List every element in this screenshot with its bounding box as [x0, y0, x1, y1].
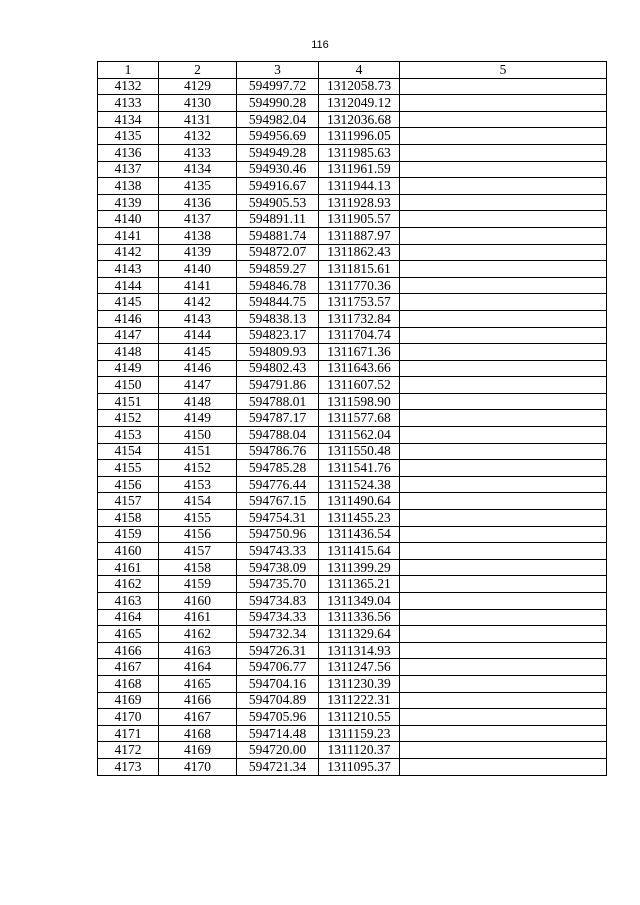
table-cell-col-3: 594787.17: [237, 410, 319, 427]
table-cell-col-3: 594720.00: [237, 742, 319, 759]
table-cell-col-3: 594990.28: [237, 95, 319, 112]
table-cell-col-3: 594735.70: [237, 576, 319, 593]
table-cell-col-3: 594905.53: [237, 194, 319, 211]
table-row: [98, 161, 607, 178]
table-cell-col-2: 4145: [159, 344, 237, 361]
table-cell-col-2: 4156: [159, 526, 237, 543]
table-cell-col-5: [400, 161, 607, 178]
table-cell-col-1: 4141: [98, 227, 159, 244]
table-cell-col-1: 4162: [98, 576, 159, 593]
table-cell-col-4: 1311770.36: [319, 277, 400, 294]
table-cell-col-5: [400, 294, 607, 311]
table-body: [98, 78, 607, 775]
table-cell-col-2: 4137: [159, 211, 237, 228]
table-cell-col-1: 4150: [98, 377, 159, 394]
table-row: [98, 78, 607, 95]
table-cell-col-1: 4140: [98, 211, 159, 228]
table-cell-col-5: [400, 543, 607, 560]
table-cell-col-4: 1311247.56: [319, 659, 400, 676]
header-row: [98, 62, 607, 79]
table-cell-col-3: 594704.16: [237, 675, 319, 692]
table-row: [98, 742, 607, 759]
table-cell-col-3: 594788.04: [237, 427, 319, 444]
table-row: [98, 178, 607, 195]
table-cell-col-4: 1311365.21: [319, 576, 400, 593]
table-cell-col-5: [400, 742, 607, 759]
table-cell-col-3: 594997.72: [237, 78, 319, 95]
table-cell-col-4: 1311314.93: [319, 642, 400, 659]
table-cell-col-1: 4169: [98, 692, 159, 709]
table-cell-col-3: 594872.07: [237, 244, 319, 261]
table-cell-col-2: 4141: [159, 277, 237, 294]
table-cell-col-3: 594823.17: [237, 327, 319, 344]
table-cell-col-2: 4147: [159, 377, 237, 394]
table-cell-col-3: 594881.74: [237, 227, 319, 244]
table-cell-col-1: 4165: [98, 626, 159, 643]
table-cell-col-5: [400, 227, 607, 244]
table-row: [98, 194, 607, 211]
table-cell-col-4: 1311643.66: [319, 360, 400, 377]
table-row: [98, 294, 607, 311]
table-cell-col-5: [400, 493, 607, 510]
table-row: [98, 144, 607, 161]
table-row: [98, 244, 607, 261]
table-cell-col-4: 1312049.12: [319, 95, 400, 112]
table-row: [98, 692, 607, 709]
table-cell-col-4: 1311607.52: [319, 377, 400, 394]
table-cell-col-5: [400, 128, 607, 145]
table-cell-col-5: [400, 443, 607, 460]
table-cell-col-5: [400, 244, 607, 261]
table-cell-col-2: 4130: [159, 95, 237, 112]
table-cell-col-3: 594714.48: [237, 725, 319, 742]
table-cell-col-4: 1311490.64: [319, 493, 400, 510]
table-cell-col-2: 4148: [159, 393, 237, 410]
table-cell-col-1: 4133: [98, 95, 159, 112]
table-cell-col-2: 4146: [159, 360, 237, 377]
table-row: [98, 659, 607, 676]
table-row: [98, 344, 607, 361]
table-cell-col-2: 4135: [159, 178, 237, 195]
table-cell-col-3: 594776.44: [237, 476, 319, 493]
table-cell-col-2: 4138: [159, 227, 237, 244]
table-cell-col-2: 4143: [159, 310, 237, 327]
table-cell-col-1: 4170: [98, 709, 159, 726]
table-cell-col-3: 594802.43: [237, 360, 319, 377]
table-cell-col-2: 4132: [159, 128, 237, 145]
table-cell-col-5: [400, 261, 607, 278]
table-row: [98, 310, 607, 327]
table-row: [98, 725, 607, 742]
table-cell-col-1: 4155: [98, 460, 159, 477]
table-cell-col-2: 4164: [159, 659, 237, 676]
table-cell-col-4: 1311120.37: [319, 742, 400, 759]
table-cell-col-3: 594916.67: [237, 178, 319, 195]
column-header-2: 2: [159, 62, 237, 79]
table-cell-col-2: 4136: [159, 194, 237, 211]
table-row: [98, 758, 607, 775]
table-cell-col-3: 594838.13: [237, 310, 319, 327]
table-cell-col-2: 4155: [159, 510, 237, 527]
column-header-1: 1: [98, 62, 159, 79]
table-cell-col-2: 4167: [159, 709, 237, 726]
table-cell-col-2: 4154: [159, 493, 237, 510]
table-row: [98, 510, 607, 527]
table-cell-col-1: 4138: [98, 178, 159, 195]
coordinates-table: [97, 61, 607, 776]
table-cell-col-4: 1311815.61: [319, 261, 400, 278]
table-cell-col-2: 4140: [159, 261, 237, 278]
table-cell-col-4: 1311222.31: [319, 692, 400, 709]
table-cell-col-2: 4150: [159, 427, 237, 444]
table-cell-col-1: 4163: [98, 593, 159, 610]
table-cell-col-5: [400, 111, 607, 128]
table-cell-col-5: [400, 725, 607, 742]
table-cell-col-5: [400, 211, 607, 228]
table-row: [98, 626, 607, 643]
table-cell-col-1: 4135: [98, 128, 159, 145]
table-cell-col-1: 4167: [98, 659, 159, 676]
table-cell-col-3: 594754.31: [237, 510, 319, 527]
table-cell-col-5: [400, 692, 607, 709]
table-cell-col-2: 4149: [159, 410, 237, 427]
table-cell-col-1: 4172: [98, 742, 159, 759]
table-cell-col-1: 4161: [98, 559, 159, 576]
table-cell-col-3: 594750.96: [237, 526, 319, 543]
table-cell-col-1: 4157: [98, 493, 159, 510]
table-cell-col-3: 594786.76: [237, 443, 319, 460]
table-cell-col-5: [400, 559, 607, 576]
table-cell-col-5: [400, 709, 607, 726]
table-cell-col-2: 4166: [159, 692, 237, 709]
table-cell-col-5: [400, 393, 607, 410]
table-row: [98, 709, 607, 726]
table-cell-col-3: 594785.28: [237, 460, 319, 477]
table-cell-col-2: 4162: [159, 626, 237, 643]
table-cell-col-1: 4151: [98, 393, 159, 410]
table-cell-col-2: 4139: [159, 244, 237, 261]
table-row: [98, 277, 607, 294]
table-cell-col-4: 1311550.48: [319, 443, 400, 460]
table-cell-col-3: 594704.89: [237, 692, 319, 709]
table-cell-col-4: 1311862.43: [319, 244, 400, 261]
table-row: [98, 111, 607, 128]
table-cell-col-3: 594732.34: [237, 626, 319, 643]
table-cell-col-5: [400, 460, 607, 477]
table-cell-col-5: [400, 344, 607, 361]
table-cell-col-4: 1311598.90: [319, 393, 400, 410]
table-cell-col-2: 4157: [159, 543, 237, 560]
table-cell-col-4: 1311541.76: [319, 460, 400, 477]
table-cell-col-1: 4147: [98, 327, 159, 344]
table-row: [98, 360, 607, 377]
table-row: [98, 393, 607, 410]
table-cell-col-5: [400, 526, 607, 543]
table-row: [98, 559, 607, 576]
table-cell-col-5: [400, 377, 607, 394]
table-cell-col-1: 4145: [98, 294, 159, 311]
table-row: [98, 609, 607, 626]
table-cell-col-5: [400, 476, 607, 493]
table-cell-col-2: 4170: [159, 758, 237, 775]
table-cell-col-5: [400, 95, 607, 112]
table-cell-col-4: 1311732.84: [319, 310, 400, 327]
table-cell-col-1: 4173: [98, 758, 159, 775]
table-cell-col-4: 1311985.63: [319, 144, 400, 161]
table-cell-col-3: 594859.27: [237, 261, 319, 278]
table-row: [98, 443, 607, 460]
table-cell-col-4: 1311905.57: [319, 211, 400, 228]
table-cell-col-4: 1311349.04: [319, 593, 400, 610]
table-cell-col-3: 594791.86: [237, 377, 319, 394]
table-cell-col-5: [400, 609, 607, 626]
table-cell-col-4: 1311577.68: [319, 410, 400, 427]
table-row: [98, 642, 607, 659]
table-cell-col-2: 4163: [159, 642, 237, 659]
table-cell-col-5: [400, 758, 607, 775]
table-cell-col-2: 4152: [159, 460, 237, 477]
table-row: [98, 95, 607, 112]
column-header-5: 5: [400, 62, 607, 79]
table-cell-col-5: [400, 626, 607, 643]
table-cell-col-1: 4168: [98, 675, 159, 692]
table-cell-col-2: 4168: [159, 725, 237, 742]
table-cell-col-1: 4137: [98, 161, 159, 178]
table-cell-col-5: [400, 427, 607, 444]
table-cell-col-4: 1311436.54: [319, 526, 400, 543]
table-cell-col-4: 1311210.55: [319, 709, 400, 726]
table-cell-col-4: 1311230.39: [319, 675, 400, 692]
table-cell-col-4: 1311671.36: [319, 344, 400, 361]
table-cell-col-4: 1311704.74: [319, 327, 400, 344]
table-row: [98, 543, 607, 560]
table-cell-col-3: 594956.69: [237, 128, 319, 145]
table-cell-col-1: 4139: [98, 194, 159, 211]
table-row: [98, 427, 607, 444]
table-cell-col-3: 594743.33: [237, 543, 319, 560]
table-cell-col-4: 1312036.68: [319, 111, 400, 128]
table-cell-col-4: 1311562.04: [319, 427, 400, 444]
table-cell-col-5: [400, 675, 607, 692]
table-cell-col-5: [400, 576, 607, 593]
table-cell-col-3: 594844.75: [237, 294, 319, 311]
table-cell-col-2: 4133: [159, 144, 237, 161]
column-header-4: 4: [319, 62, 400, 79]
column-header-3: 3: [237, 62, 319, 79]
table-cell-col-5: [400, 642, 607, 659]
table-cell-col-3: 594767.15: [237, 493, 319, 510]
table-row: [98, 211, 607, 228]
table-cell-col-5: [400, 659, 607, 676]
table-row: [98, 327, 607, 344]
table-row: [98, 227, 607, 244]
page-number: 116: [311, 39, 329, 51]
table-cell-col-3: 594788.01: [237, 393, 319, 410]
table-cell-col-1: 4149: [98, 360, 159, 377]
table-row: [98, 675, 607, 692]
table-row: [98, 410, 607, 427]
table-row: [98, 128, 607, 145]
table-cell-col-5: [400, 310, 607, 327]
table-cell-col-4: 1311336.56: [319, 609, 400, 626]
table-row: [98, 593, 607, 610]
table-cell-col-3: 594949.28: [237, 144, 319, 161]
table-cell-col-2: 4131: [159, 111, 237, 128]
table-cell-col-4: 1311753.57: [319, 294, 400, 311]
table-cell-col-3: 594726.31: [237, 642, 319, 659]
table-cell-col-3: 594809.93: [237, 344, 319, 361]
table-cell-col-1: 4171: [98, 725, 159, 742]
table-row: [98, 493, 607, 510]
table-cell-col-4: 1311928.93: [319, 194, 400, 211]
table-cell-col-2: 4159: [159, 576, 237, 593]
table-cell-col-4: 1311961.59: [319, 161, 400, 178]
table-cell-col-5: [400, 410, 607, 427]
table-cell-col-5: [400, 593, 607, 610]
table-row: [98, 377, 607, 394]
table-cell-col-3: 594734.33: [237, 609, 319, 626]
table-row: [98, 576, 607, 593]
table-cell-col-4: 1312058.73: [319, 78, 400, 95]
table-cell-col-2: 4151: [159, 443, 237, 460]
table-cell-col-3: 594705.96: [237, 709, 319, 726]
table-cell-col-3: 594982.04: [237, 111, 319, 128]
table-cell-col-4: 1311944.13: [319, 178, 400, 195]
table-cell-col-5: [400, 78, 607, 95]
table-cell-col-1: 4132: [98, 78, 159, 95]
table-cell-col-4: 1311159.23: [319, 725, 400, 742]
table-cell-col-5: [400, 510, 607, 527]
table-row: [98, 526, 607, 543]
table-cell-col-5: [400, 178, 607, 195]
table-cell-col-1: 4159: [98, 526, 159, 543]
table-cell-col-3: 594734.83: [237, 593, 319, 610]
table-cell-col-4: 1311095.37: [319, 758, 400, 775]
table-cell-col-1: 4154: [98, 443, 159, 460]
table-cell-col-1: 4152: [98, 410, 159, 427]
table-cell-col-2: 4153: [159, 476, 237, 493]
table-cell-col-1: 4146: [98, 310, 159, 327]
table-cell-col-3: 594721.34: [237, 758, 319, 775]
table-cell-col-2: 4158: [159, 559, 237, 576]
table-cell-col-1: 4158: [98, 510, 159, 527]
table-cell-col-1: 4160: [98, 543, 159, 560]
table-cell-col-5: [400, 277, 607, 294]
table-cell-col-3: 594706.77: [237, 659, 319, 676]
table-cell-col-4: 1311329.64: [319, 626, 400, 643]
table-cell-col-4: 1311415.64: [319, 543, 400, 560]
table-cell-col-2: 4144: [159, 327, 237, 344]
table-cell-col-3: 594891.11: [237, 211, 319, 228]
table-cell-col-5: [400, 327, 607, 344]
table-cell-col-1: 4148: [98, 344, 159, 361]
table-cell-col-3: 594738.09: [237, 559, 319, 576]
table-cell-col-2: 4165: [159, 675, 237, 692]
table-cell-col-1: 4164: [98, 609, 159, 626]
table-cell-col-4: 1311996.05: [319, 128, 400, 145]
table-row: [98, 476, 607, 493]
table-row: [98, 460, 607, 477]
table-cell-col-4: 1311524.38: [319, 476, 400, 493]
table-cell-col-4: 1311887.97: [319, 227, 400, 244]
table-cell-col-1: 4156: [98, 476, 159, 493]
table-cell-col-1: 4142: [98, 244, 159, 261]
table-cell-col-4: 1311399.29: [319, 559, 400, 576]
table-cell-col-2: 4142: [159, 294, 237, 311]
table-cell-col-2: 4134: [159, 161, 237, 178]
table-cell-col-5: [400, 360, 607, 377]
table-cell-col-4: 1311455.23: [319, 510, 400, 527]
table-cell-col-5: [400, 194, 607, 211]
table-cell-col-2: 4161: [159, 609, 237, 626]
table-cell-col-3: 594930.46: [237, 161, 319, 178]
table-cell-col-5: [400, 144, 607, 161]
table-cell-col-2: 4160: [159, 593, 237, 610]
table-cell-col-1: 4166: [98, 642, 159, 659]
table-cell-col-2: 4129: [159, 78, 237, 95]
table-cell-col-1: 4144: [98, 277, 159, 294]
table-row: [98, 261, 607, 278]
table-cell-col-1: 4134: [98, 111, 159, 128]
table-cell-col-1: 4143: [98, 261, 159, 278]
table-cell-col-1: 4136: [98, 144, 159, 161]
table-cell-col-1: 4153: [98, 427, 159, 444]
table-cell-col-2: 4169: [159, 742, 237, 759]
table-cell-col-3: 594846.78: [237, 277, 319, 294]
